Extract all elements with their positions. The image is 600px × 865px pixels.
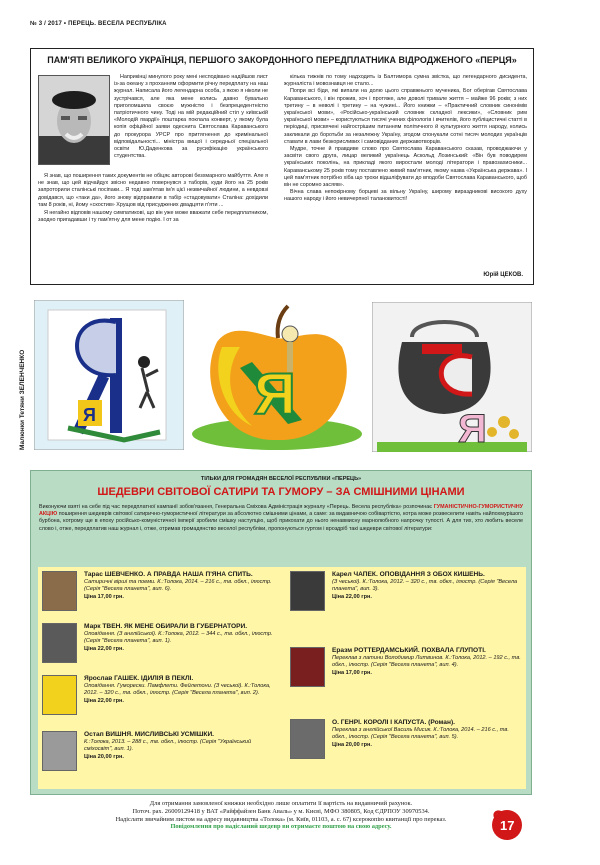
book-item[interactable]: Еразм РОТТЕРДАМСЬКИЙ. ПОХВАЛА ГЛУПОТІ. Переклав з латини Володимир Литвинов. К.:Толока, 2012. – 192 с., тв. обкл., ілюстр. (Серія "Весела планета", вип. 4). Ціна 17,00 грн. bbox=[290, 647, 522, 709]
memorial-paragraph: Вічна слава непокірному борцеві за вільну Україну, широму вираздникові високого духу нашого народу і його невичерпної талановитості! bbox=[284, 189, 527, 203]
memorial-article bbox=[30, 48, 534, 285]
book-item[interactable]: Карел ЧАПЕК. ОПОВІДАННЯ З ОБОХ КИШЕНЬ. (З чеської). К.:Толока, 2012. – 320 с., тв. обкл., ілюстр. (Серія "Весела планета", вип. 3). Ціна 22,00 грн. bbox=[290, 571, 522, 627]
memorial-paragraph: Попри всі біди, які випали на долю цього справжнього мученика, Бог оберігав Святослава Караванського, і він прожив, хоч і протяже, але доволі тривале життя – майже 96 років; з них третину – в неволі і третину – на чужині... Його книжки – «Практичний словник синонімів української мови», «Російсько-український словник складної лексики», «Словник рим української мови» – користуються тисячі учених філологів і вчителів, його публіцистичні статті в періодиці, присвячені найгострішим питанням політичного й культурного життя народу, колись закликали до боротьби за незалежну Україну, згодом спонукали сотні тисяч молодих українців ставати в лави безкорисливих і самовідданих державотворців. bbox=[284, 88, 527, 145]
memorial-paragraph: Я знав, що поширення таких документів не обіцяє авторові безхмарного майбуття. Але я не знав, що цей відчайдух звісно недавно повернувся з таборів, куди його на 25 років запроторили сталінські посіпаки... Я тоді зам'ятав ім'я цієї незвичайної людини, а невдовзі довідався, що «таки да», його знову відправили в табір «стадовувати» Сталіна: дохідили там 8 років, ні, йому «скостив» Хрущов від присуджених двадцяти п'яти ... bbox=[38, 173, 268, 208]
promo-eyebrow: ТІЛЬКИ ДЛЯ ГРОМАДЯН ВЕСЕЛОЇ РЕСПУБЛІКИ «ПЕРЕЦЬ» bbox=[200, 476, 362, 482]
cartoon-ya-purse bbox=[372, 302, 532, 452]
book-list bbox=[38, 567, 526, 789]
page-number: 17 bbox=[500, 818, 515, 833]
memorial-title: ПАМ'ЯТІ ВЕЛИКОГО УКРАЇНЦЯ, ПЕРШОГО ЗАКОРДОННОГО ПЕРЕДПЛАТНИКА ВІДРОДЖЕНОГО «ПЕРЦЯ» bbox=[47, 55, 517, 65]
author-portrait bbox=[42, 571, 77, 611]
ya-letter: Я bbox=[458, 407, 487, 451]
author-portrait bbox=[42, 731, 77, 771]
promo-heading: ШЕДЕВРИ СВІТОВОЇ САТИРИ ТА ГУМОРУ – ЗА СМІШНИМИ ЦІНАМИ bbox=[97, 486, 465, 498]
author-portrait bbox=[42, 675, 77, 715]
promo-intro: Виконуючи взяті на себе під час передплатної кампанії зобов'язання, Генеральна Сміхова Адміністрація журналу «Перець. Весела республіка» розпочинає ГУМАНІСТИЧНО-ГУМОРИСТИЧНУ АКЦІЮ поширення шедеврів світової сатирично-гумористичної літератури за абсолютно смішними цінами, а саме: за видавничою собівартістю, котра може розвеселити навіть найпохмурішого бурбона, котрому ще в епоху російсько-комуністичної імперії зробили смішку наступцію, щоб прикохати до нього ненавмисну марнолюбного напрочку тупості. А для тих, хто любить веселе слово і, отже, передплатив наш журнал і, отже, отримав громадянство веселої республіки, пропонуються гуртом і вроздріб такі шедеври світової літератури: bbox=[39, 504, 524, 532]
book-item[interactable]: Ярослав ГАШЕК. ІДИЛІЯ В ПЕКЛІ. Оповідання. Гуморески. Памфлети. Фейлетони. (З чеської). К.:Толока, 2012. – 320 с., тв. обкл., ілюстр. (Серія "Весела планета", вип. 2). Ціна 22,00 грн. bbox=[42, 675, 282, 727]
book-item[interactable]: Марк ТВЕН. ЯК МЕНЕ ОБИРАЛИ В ГУБЕРНАТОРИ. Оповідання. (З англійської). К.:Толока, 2012. – 344 с., тв. обкл., ілюстр. (Серія "Весела планета", вип. 1). Ціна 22,00 грн. bbox=[42, 623, 282, 671]
book-promo-panel bbox=[30, 470, 532, 795]
author-portrait bbox=[290, 719, 325, 759]
cartoon-ya-apple bbox=[192, 302, 362, 450]
memorial-text-left bbox=[38, 173, 268, 225]
memorial-paragraph: Мудре, точне й правдиве слово про Святослава Караванського сказав, проводжаючи у засвіти свого друга, лицар великий українець Аскольд Лозинський: «Він був поводирем українських поколінь, на прикладі якого виростали молоді літератори і правозахисники... Караванському 25 років тому поставлено живий пам'ятник, якому назва «Українська держава». І цей пам'ятник потрібно хіба що трохи відшліфувати до вподоби Святослава Караванського, щоб він не соромно засяяв». bbox=[284, 146, 527, 189]
order-instructions: Для отримання замовленої книжки необхідно лише оплатити її вартість на видавничий рахунок. Поточ. рах. 26009129418 у ВАТ «Райффайзен Банк Аваль» у м. Києві, МФО 380805, Код ЄДРПОУ 30970534. Надіслати звичайним листом на адресу видавництва «Толока» (м. Київ, 01103, а. с. 67) ксерокопію квитанції про переказ. Повідомлення про надісланий шедевр ви отримаєте поштою на свою адресу. bbox=[115, 800, 447, 831]
ya-letter: Я bbox=[83, 405, 96, 425]
ya-letter: Я bbox=[254, 362, 296, 427]
memorial-text-right bbox=[284, 74, 527, 204]
book-item[interactable]: О. ГЕНРІ. КОРОЛІ І КАПУСТА. (Роман). Переклав з англійської Василь Мисик. К.:Толока, 2014. – 216 с., тв. обкл., ілюстр. (Серія "Весела планета", вип. 5). Ціна 20,00 грн. bbox=[290, 719, 522, 781]
memorial-author: Юрій ЦЕКОВ. bbox=[483, 272, 523, 278]
memorial-paragraph: кілька тижнів по тому надходить із Балтимора сумна звістка, що легендарного дисидента, журналіста і мовознавця не стало... bbox=[284, 74, 527, 88]
page-number-badge bbox=[490, 808, 524, 842]
portrait-photo bbox=[38, 75, 110, 165]
author-portrait bbox=[42, 623, 77, 663]
cartoon-credit: Малюнки Тетяни ЗЕЛЕНЧЕНКО bbox=[19, 349, 26, 450]
book-item[interactable]: Остап ВИШНЯ. МИСЛИВСЬКІ УСМІШКИ. К.:Толока, 2013. – 288 с., тв. обкл., ілюстр. (Серія "Український сміхосвіт", вип. 1). Ціна 20,00 грн. bbox=[42, 731, 282, 783]
memorial-paragraph: Я негайно відповів нашому симпатикові, що він уже може вважати себе передплатником, заодно пригадавши і ту пам'ятну для мене подію. І от за bbox=[38, 210, 268, 224]
issue-header: № 3 / 2017 • ПЕРЕЦЬ. ВЕСЕЛА РЕСПУБЛІКА bbox=[30, 21, 167, 27]
author-portrait bbox=[290, 647, 325, 687]
author-portrait bbox=[290, 571, 325, 611]
book-item[interactable]: Тарас ШЕВЧЕНКО. А ПРАВДА НАША П'ЯНА СПИТЬ. Сатиричні вірші та поеми. К.:Толока, 2014. – 216 с., тв. обкл., ілюстр. (Серія "Весела планета", вип. 6). Ціна 17,00 грн. bbox=[42, 571, 282, 619]
cartoon-ya-workers bbox=[34, 300, 184, 450]
memorial-text-intro: Наприкінці минулого року мені несподівано надійшов лист із-за океану з проханням оформити річну передплату на наш журнал. Написала його легендарна особа, з якою я ніколи не зустрічався, але яка мене колись давно бувально приголомшила своєю мужністю і безпрецедентністю патріотичного чину. Тоді на мій редакційний стіл у київській «Молодій гвардії» поштарка поклала конверт, у якому була копія офіційної заяви одеснита Святослава Караванського до прокурора УРСР про притягнення до кримінальної відповідальності... міністра вищої і середньої спеціальної освіти Ю.Даденкова за русифікацію українського студентства. bbox=[114, 74, 268, 160]
